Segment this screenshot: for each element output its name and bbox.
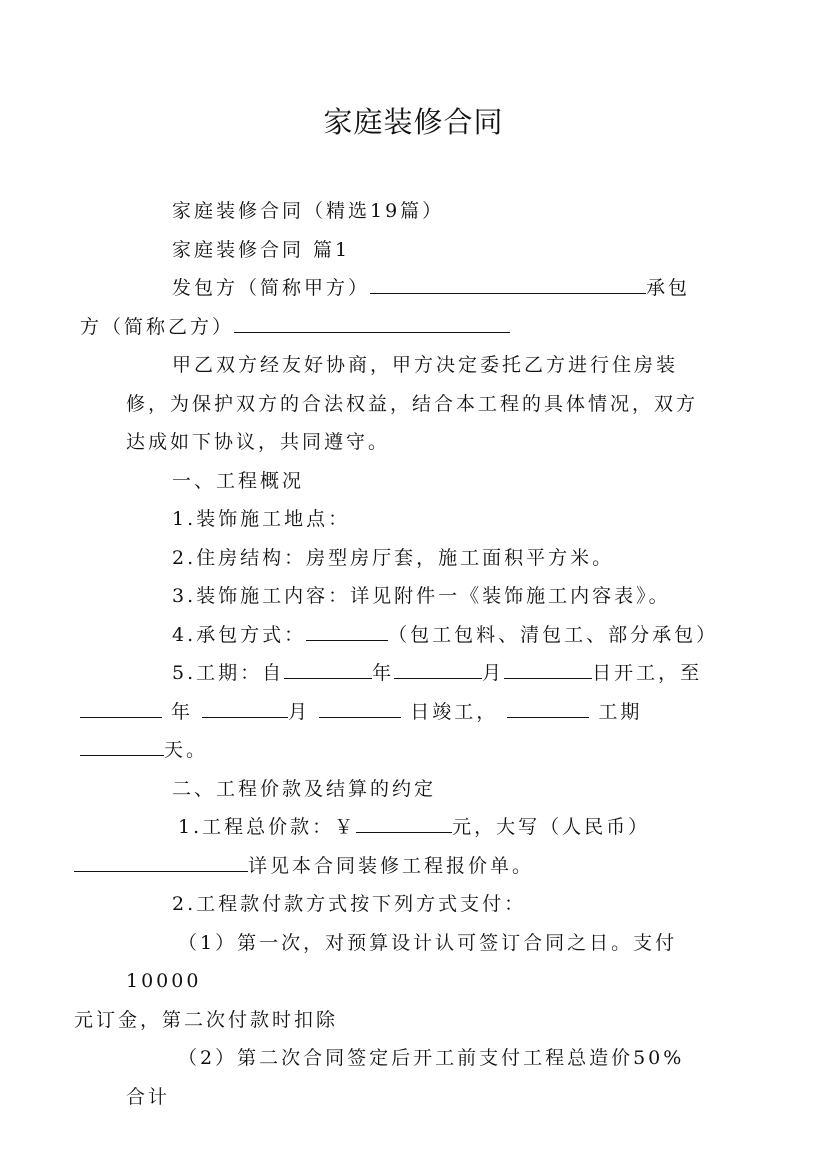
start-day-label: 日开工，至: [592, 662, 703, 684]
item-1: 1.装饰施工地点：: [172, 508, 351, 530]
end-day-label: 日竣工，: [410, 700, 499, 723]
days-blank: [80, 737, 164, 756]
part1-heading: 一、工程概况: [172, 469, 305, 492]
end-year-label: 年: [171, 700, 194, 723]
item-4-blank: [306, 622, 388, 641]
start-month-blank: [394, 660, 482, 679]
end-month-blank: [202, 699, 288, 718]
item-5: [126, 654, 704, 770]
start-year-blank: [284, 660, 372, 679]
document-title: 家庭装修合同: [323, 105, 504, 139]
item-5-prefix: 5.工期：自: [172, 662, 285, 684]
end-day-blank: [319, 699, 401, 718]
price-label: 1.工程总价款：￥: [178, 816, 357, 838]
part2-heading: 二、工程价款及结算的约定: [172, 777, 437, 800]
days-label: 天。: [164, 739, 209, 761]
price-paragraph: [126, 808, 704, 885]
period-blank: [507, 699, 589, 718]
price-tail: 详见本合同装修工程报价单。: [248, 854, 535, 877]
item-4-options: （包工包料、清包工、部分承包）: [388, 623, 719, 646]
payment-2: （2）第二次合同签定后开工前支付工程总造价50%合计: [126, 1047, 685, 1108]
intro-paragraph: 甲乙双方经友好协商，甲方决定委托乙方进行住房装修，为保护双方的合法权益，结合本工程的具体情况，双方达成如下协议，共同遵守。: [126, 354, 699, 453]
item-4-label: 4.承包方式：: [172, 623, 307, 646]
item-4: [126, 616, 719, 655]
payment-1-line-b: 元订金，第二次付款时扣除: [74, 1008, 339, 1031]
payment-1: [74, 924, 704, 1040]
period-label: 工期: [598, 700, 643, 723]
price-blank: [356, 814, 452, 833]
section-heading: 家庭装修合同 篇1: [172, 238, 351, 261]
end-year-blank-line: [80, 699, 162, 718]
item-3: 3.装饰施工内容：详见附件一《装饰施工内容表》。: [172, 585, 671, 607]
subtitle: 家庭装修合同（精选19篇）: [172, 200, 445, 222]
start-month-label: 月: [482, 662, 505, 684]
party-b-blank: [234, 314, 510, 333]
party-b-tail: 承包: [646, 277, 691, 299]
rmb-blank: [74, 853, 248, 872]
payment-heading: 2.工程款付款方式按下列方式支付：: [172, 893, 527, 915]
price-unit: 元，大写（人民币）: [452, 816, 651, 838]
payment-1-line-a: （1）第一次，对预算设计认可签订合同之日。支付10000: [126, 931, 678, 992]
party-b-label: 方（简称乙方）: [80, 315, 235, 338]
end-month-label: 月: [288, 700, 311, 723]
document-body: [74, 192, 719, 1116]
start-day-blank: [504, 660, 592, 679]
party-a-label: 发包方（简称甲方）: [172, 277, 371, 299]
party-a-blank: [370, 275, 646, 294]
item-2: 2.住房结构：房型房厅套，施工面积平方米。: [172, 546, 615, 569]
party-paragraph: [80, 269, 704, 346]
start-year-label: 年: [372, 662, 395, 684]
